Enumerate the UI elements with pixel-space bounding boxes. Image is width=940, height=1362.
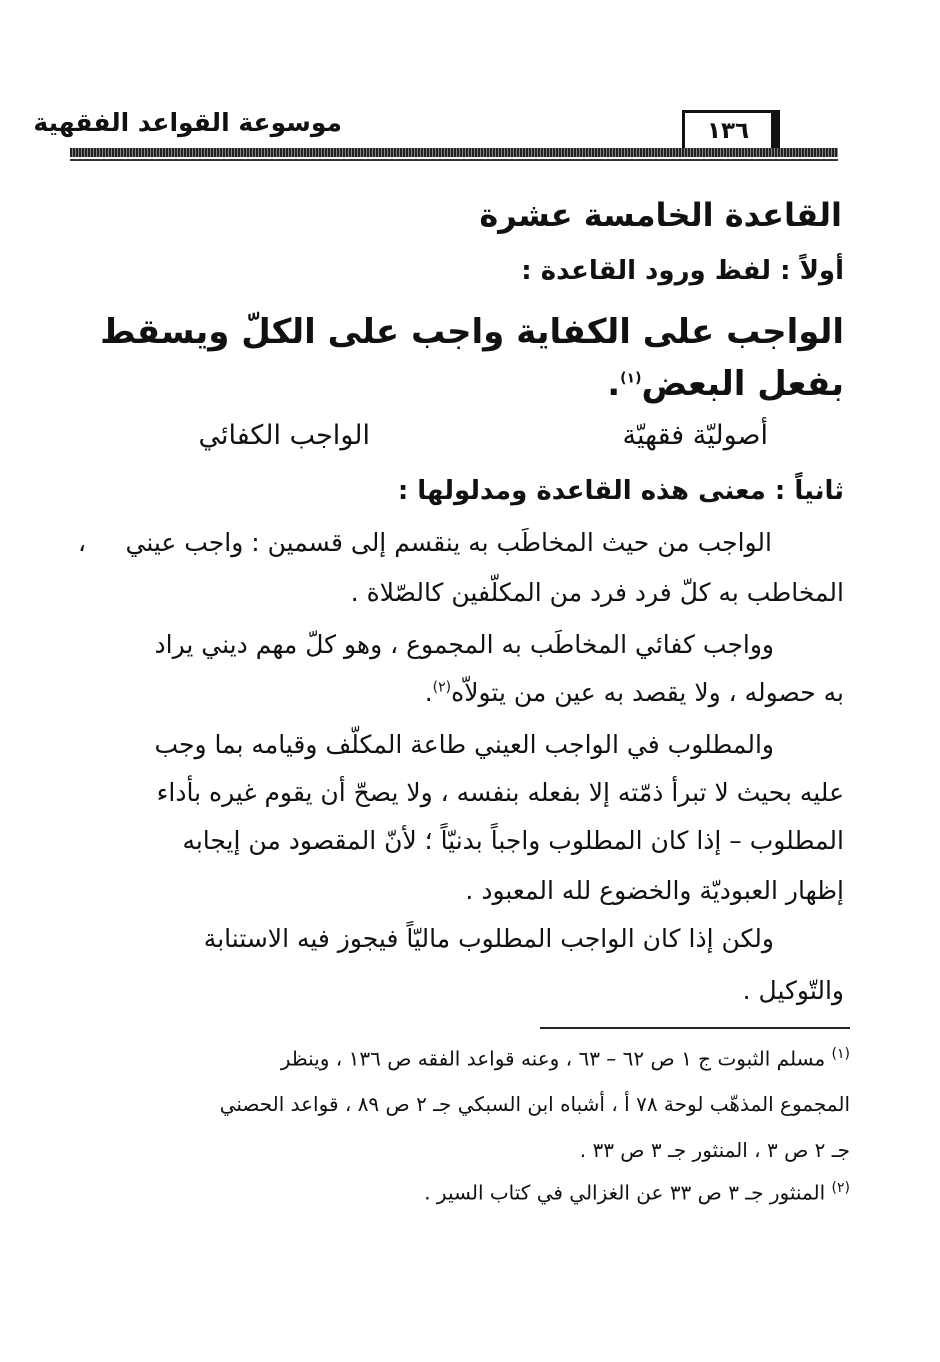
part2-heading: ثانياً : معنى هذه القاعدة ومدلولها :: [397, 476, 844, 506]
body-line-2: المخاطب به كلّ فرد فرد من المكلّفين كالصّلاة .: [350, 578, 844, 607]
rule-text-line2-main: بفعل البعض: [641, 364, 844, 404]
section-title: القاعدة الخامسة عشرة: [479, 196, 842, 234]
body-line-3: وواجب كفائي المخاطَب به المجموع ، وهو كلّ مهم ديني يراد: [154, 630, 774, 659]
body-line-10: والتّوكيل .: [742, 976, 844, 1005]
footnote-2-text: المنثور جـ ٣ ص ٣٣ عن الغزالي في كتاب السير .: [424, 1180, 826, 1205]
footnote-1-line-2: المجموع المذهّب لوحة ٧٨ أ ، أشباه ابن السبكي جـ ٢ ص ٨٩ ، قواعد الحصني: [219, 1092, 850, 1116]
footnote-1-line-3: جـ ٢ ص ٣ ، المنثور جـ ٣ ص ٣٣ .: [579, 1138, 850, 1162]
body-line-4-main: به حصوله ، ولا يقصد به عين من يتولاّه: [451, 678, 844, 707]
rule-text-end: .: [607, 364, 621, 404]
body-line-1: الواجب من حيث المخاطَب به ينقسم إلى قسمين : واجب عيني: [125, 528, 772, 557]
part1-heading: أولاً : لفظ ورود القاعدة :: [521, 256, 844, 286]
tag-type: أصوليّة فقهيّة: [622, 420, 768, 451]
rule-text-line2: [607, 364, 844, 404]
footnote-separator: [540, 1027, 850, 1029]
header-rule-thin: [70, 159, 838, 161]
tag-topic: الواجب الكفائي: [198, 420, 370, 451]
footnote-2-number: (٢): [831, 1180, 850, 1196]
footnote-2: [424, 1180, 850, 1205]
rule-text-line1: الواجب على الكفاية واجب على الكلّ ويسقط: [100, 312, 844, 352]
body-line-4: [425, 678, 844, 707]
header-rule: [70, 148, 838, 157]
running-header-title: موسوعة القواعد الفقهية: [33, 108, 342, 137]
footnote-1-text: مسلم الثبوت ج ١ ص ٦٢ – ٦٣ ، وعنه قواعد الفقه ص ١٣٦ ، وينظر: [280, 1046, 826, 1071]
footnote-ref-1: (١): [620, 370, 642, 387]
body-line-5: والمطلوب في الواجب العيني طاعة المكلّف وقيامه بما وجب: [154, 730, 774, 759]
body-line-4-end: .: [424, 678, 433, 707]
body-line-6: عليه بحيث لا تبرأ ذمّته إلا بفعله بنفسه ، ولا يصحّ أن يقوم غيره بأداء: [156, 778, 844, 807]
page-number: ١٣٦: [682, 110, 774, 148]
footnote-1-line-1: [281, 1046, 850, 1071]
page-number-shadow: [774, 110, 780, 152]
body-line-9: ولكن إذا كان الواجب المطلوب ماليّاً فيجوز فيه الاستنابة: [203, 924, 774, 953]
body-line-7: المطلوب – إذا كان المطلوب واجباً بدنيّاً ؛ لأنّ المقصود من إيجابه: [182, 826, 844, 855]
footnote-ref-2: (٢): [432, 679, 452, 696]
body-line-8: إظهار العبوديّة والخضوع لله المعبود .: [465, 876, 844, 905]
footnote-1-number: (١): [831, 1046, 850, 1062]
body-line-1-end: ،: [78, 528, 87, 557]
